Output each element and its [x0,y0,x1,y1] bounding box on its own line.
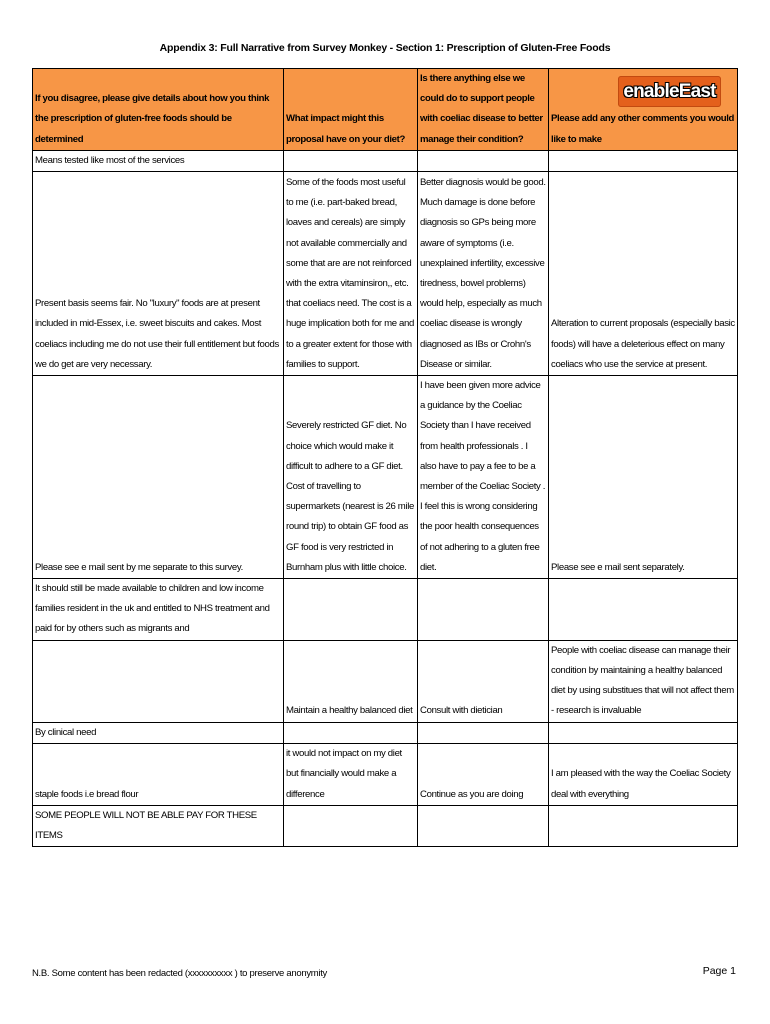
table-cell: Maintain a healthy balanced diet [284,640,418,722]
header-support-suggestions: Is there anything else we could do to support people with coeliac disease to better manage their condition? [418,69,549,151]
table-cell: Present basis seems fair. No "luxury" foods are at present included in mid-Essex, i.e. sweet biscuits and cakes. Most coeliacs including me do not use their full entitlement but foods we do get are very necessary. [33,172,284,376]
table-row [33,743,738,805]
table-cell: Severely restricted GF diet. No choice which would make it difficult to adhere to a GF diet. Cost of travelling to supermarkets (nearest is 26 mile round trip) to obtain GF food as GF food is very restricted in Burnham plus with little choice. [284,376,418,579]
table-cell [418,579,549,641]
page-number: Page 1 [702,965,736,977]
table-row [33,376,738,579]
table-cell: Please see e mail sent by me separate to this survey. [33,376,284,579]
table-cell [418,150,549,171]
table-cell: staple foods i.e bread flour [33,743,284,805]
table-cell [33,640,284,722]
table-cell: I have been given more advice a guidance by the Coeliac Society than I have received from health professionals . I also have to pay a fee to be a member of the Coeliac Society . I feel this is wrong considering the poor health consequences of not adhering to a gluten free diet. [418,376,549,579]
table-cell: I am pleased with the way the Coeliac Society deal with everything [549,743,738,805]
table-row [33,172,738,376]
table-cell: Better diagnosis would be good. Much damage is done before diagnosis so GPs being more aware of symptoms (i.e. unexplained infertility, excessive tiredness, bowel problems) would help, especially as much coeliac disease is wrongly diagnosed as IBs or Crohn's Disease or similar. [418,172,549,376]
table-cell: Means tested like most of the services [33,150,284,171]
table-cell [418,722,549,743]
table-cell: SOME PEOPLE WILL NOT BE ABLE PAY FOR THESE ITEMS [33,805,284,846]
table-cell [549,805,738,846]
table-row [33,805,738,846]
table-cell [284,722,418,743]
table-cell [549,579,738,641]
table-cell: It should still be made available to children and low income families resident in the uk and entitled to NHS treatment and paid for by others such as migrants and [33,579,284,641]
enable-east-logo: enableEast [618,76,721,107]
table-cell [549,150,738,171]
table-cell [284,579,418,641]
table-cell: Alteration to current proposals (especially basic foods) will have a deleterious effect on many coeliacs who use the service at present. [549,172,738,376]
table-cell: Please see e mail sent separately. [549,376,738,579]
table-cell [284,805,418,846]
table-row [33,722,738,743]
table-cell: it would not impact on my diet but financially would make a difference [284,743,418,805]
table-row [33,150,738,171]
header-diet-impact: What impact might this proposal have on your diet? [284,69,418,151]
header-disagree-details: If you disagree, please give details about how you think the prescription of gluten-free foods should be determined [33,69,284,151]
document-title: Appendix 3: Full Narrative from Survey Monkey - Section 1: Prescription of Gluten-Free Foods [159,42,611,54]
table-cell: Consult with dietician [418,640,549,722]
table-cell [284,150,418,171]
survey-table [32,68,738,847]
table-row [33,640,738,722]
table-cell: People with coeliac disease can manage their condition by maintaining a healthy balanced diet by using substitues that will not affect them - research is invaluable [549,640,738,722]
table-row [33,579,738,641]
header-row [33,69,738,151]
table-cell: By clinical need [33,722,284,743]
header-other-comments: enableEast Please add any other comments you would like to make [549,69,738,151]
table-cell: Continue as you are doing [418,743,549,805]
table-cell [549,722,738,743]
table-cell [418,805,549,846]
table-cell: Some of the foods most useful to me (i.e. part-baked bread, loaves and cereals) are simply not available commercially and some that are are not reinforced with the extra vitaminsiron,, etc. that coeliacs need. The cost is a huge implication both for me and to a greater extent for those with families to support. [284,172,418,376]
redaction-footnote: N.B. Some content has been redacted (xxxxxxxxxx ) to preserve anonymity [32,968,327,979]
